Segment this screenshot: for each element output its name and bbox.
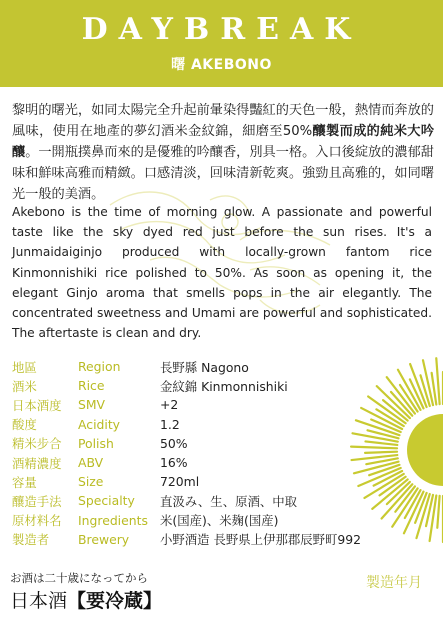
spec-label: Brewery xyxy=(78,531,130,547)
spec-row xyxy=(12,511,361,530)
sun-ray xyxy=(432,373,437,405)
sun-ray xyxy=(369,465,399,475)
spec-value: 小野酒造 長野県上伊那郡辰野町992 xyxy=(160,532,362,548)
sun-ray xyxy=(380,477,406,496)
spec-value: 長野縣 Nagono xyxy=(160,359,249,375)
age-notice: お酒は二十歳になってから xyxy=(10,571,148,585)
sake-prefix: 日本酒 xyxy=(10,590,68,612)
spec-row xyxy=(12,453,361,472)
spec-label: SMV xyxy=(78,397,106,413)
sun-ray xyxy=(400,385,418,412)
spec-row xyxy=(12,434,361,453)
spec-value: +2 xyxy=(160,397,179,413)
spec-jp-label: 酒米 xyxy=(12,378,37,394)
spec-row xyxy=(12,491,361,510)
sake-storage-label xyxy=(10,586,162,613)
sun-ray xyxy=(383,400,408,420)
sun-ray xyxy=(377,386,410,418)
sun-ray xyxy=(376,409,403,426)
zh-text-before: 黎明的曙光，如同太陽完全升起前暈染得豔紅的天色一般，熱情而奔放的風味，使用在地產的夢幻酒米金紋錦，細磨至50% xyxy=(12,103,434,139)
sun-ray xyxy=(423,360,433,405)
spec-label: Region xyxy=(78,359,121,375)
spec-value: 金紋錦 Kinmonnishiki xyxy=(160,378,288,394)
spec-label: Size xyxy=(78,474,104,490)
zh-text-bold: 釀製而成的純米大吟釀 xyxy=(12,124,435,160)
product-title: DAYBREAK xyxy=(81,12,362,47)
refrigerate-label: 【要冷蔵】 xyxy=(67,590,163,612)
header-banner xyxy=(0,0,443,87)
sun-ray xyxy=(437,496,439,528)
sun-ray xyxy=(364,474,403,498)
sun-ray xyxy=(421,375,430,406)
spec-value: 直汲み、生、原酒、中取 xyxy=(160,493,298,509)
spec-label: Ingredients xyxy=(78,512,148,528)
sun-ray xyxy=(426,495,433,526)
spec-label: ABV xyxy=(78,455,104,471)
zh-text-after: 。一開瓶撲鼻而來的是優雅的吟釀香，別具一格。入口後綻放的濃郁甜味和鮮味高雅而精緻。口感清淡，回味清新乾爽。強勁且高雅的，如同曙光一般的美酒。 xyxy=(12,145,434,202)
sun-ray xyxy=(371,419,400,432)
spec-row xyxy=(12,530,361,549)
spec-jp-label: 製造者 xyxy=(12,532,50,548)
sun-ray xyxy=(374,471,402,486)
sun-ray xyxy=(430,496,437,542)
sun-ray xyxy=(398,370,421,410)
spec-row xyxy=(12,357,361,376)
spec-label: Acidity xyxy=(78,416,121,432)
description-english: Akebono is the time of morning glow. A passionate and powerful taste like the sky dyed red just before the sun rises. It's a Junmaidaiginjo produced with locally-grown fantom rice Kinmonnishiki rice polished to 50%. As soon as opening it, the elegant Ginjo aroma that smells pops in the air elegantly. The concentrated sweetness and Umami are powerful and sophisticated. The aftertaste is clean and dry. xyxy=(12,205,432,341)
product-subtitle: 曙 AKEBONO xyxy=(171,57,272,73)
description-chinese xyxy=(12,100,434,205)
sun-ray xyxy=(405,490,421,518)
spec-jp-label: 酸度 xyxy=(12,417,37,433)
spec-value: 16% xyxy=(160,455,188,471)
spec-jp-label: 精米步合 xyxy=(12,436,62,452)
sun-ray xyxy=(392,488,417,526)
spec-value: 720ml xyxy=(160,474,200,490)
sun-ray xyxy=(368,430,399,438)
sun-ray xyxy=(391,392,412,416)
sun-ray xyxy=(410,364,426,407)
sun-icon xyxy=(407,414,443,486)
sun-ray xyxy=(415,493,426,523)
sun-ray xyxy=(410,379,424,408)
sun-ray xyxy=(395,486,415,511)
spec-value: 50% xyxy=(160,435,188,451)
spec-jp-label: 原材料名 xyxy=(12,513,62,529)
sun-ray xyxy=(368,396,405,423)
spec-label: Polish xyxy=(78,435,114,451)
sun-ray xyxy=(416,494,429,538)
spec-jp-label: 釀造手法 xyxy=(12,493,62,509)
spec-jp-label: 地區 xyxy=(12,359,37,375)
sun-ray xyxy=(356,420,400,435)
spec-table xyxy=(12,357,361,549)
spec-row xyxy=(12,472,361,491)
spec-row xyxy=(12,415,361,434)
spec-jp-label: 容量 xyxy=(12,474,37,490)
spec-value: 米(国産)、米麹(国産) xyxy=(160,513,279,529)
sun-ray xyxy=(361,408,402,429)
sun-ray xyxy=(358,468,400,486)
sun-ray xyxy=(387,482,410,504)
sun-ray xyxy=(365,441,397,444)
sun-ray xyxy=(436,358,439,404)
sun-ray xyxy=(365,452,397,453)
sun-ray xyxy=(372,479,407,508)
sun-ray xyxy=(404,492,424,534)
spec-label: Specialty xyxy=(78,493,135,509)
sun-rays xyxy=(351,358,443,542)
sun-ray xyxy=(382,484,413,518)
sun-ray xyxy=(387,377,415,413)
manufacture-date-label: 製造年月 xyxy=(366,575,422,591)
spec-jp-label: 日本酒度 xyxy=(12,397,62,413)
spec-label: Rice xyxy=(78,378,105,394)
spec-row xyxy=(12,376,361,395)
sun-ray xyxy=(366,458,397,464)
spec-value: 1.2 xyxy=(160,416,180,432)
spec-jp-label: 酒精濃度 xyxy=(12,455,62,471)
spec-row xyxy=(12,395,361,414)
